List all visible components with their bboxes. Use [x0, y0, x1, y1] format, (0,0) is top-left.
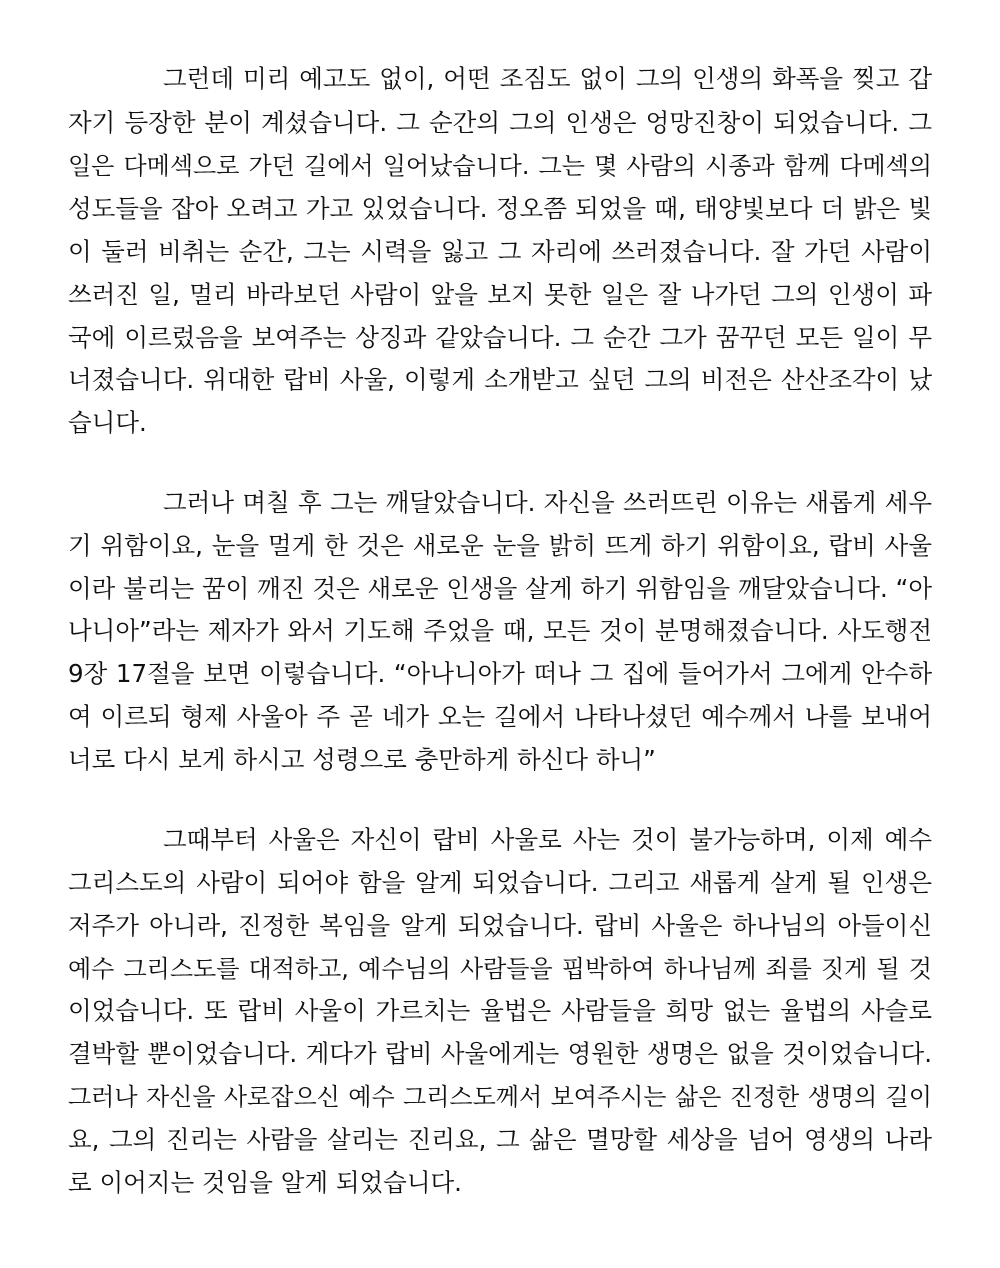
text-line: 요, 그의 진리는 사람을 살리는 진리요, 그 삶은 멸망할 세상을 넘어 영생의 나라 — [68, 1125, 932, 1154]
text-line: 기 위함이요, 눈을 멀게 한 것은 새로운 눈을 밝히 뜨게 하기 위함이요, 랍비 사울 — [68, 531, 932, 560]
text-line: 너졌습니다. 위대한 랍비 사울, 이렇게 소개받고 싶던 그의 비전은 산산조각이 났 — [68, 365, 932, 394]
text-line: 국에 이르렀음을 보여주는 상징과 같았습니다. 그 순간 그가 꿈꾸던 모든 일이 무 — [68, 323, 932, 352]
text-line: 너로 다시 보게 하시고 성령으로 충만하게 하신다 하니” — [68, 745, 656, 774]
text-line: 자기 등장한 분이 계셨습니다. 그 순간의 그의 인생은 엉망진창이 되었습니다. 그 — [68, 108, 932, 137]
text-line: 성도들을 잡아 오려고 가고 있었습니다. 정오쯤 되었을 때, 태양빛보다 더 밝은 빛 — [68, 194, 932, 223]
text-line: 이 둘러 비취는 순간, 그는 시력을 잃고 그 자리에 쓰러졌습니다. 잘 가던 사람이 — [68, 237, 932, 266]
text-line: 이라 불리는 꿈이 깨진 것은 새로운 인생을 살게 하기 위함임을 깨달았습니다. “아 — [68, 574, 932, 603]
text-line: 그리스도의 사람이 되어야 함을 알게 되었습니다. 그리고 새롭게 살게 될 인생은 — [68, 868, 932, 897]
text-line: 예수 그리스도를 대적하고, 예수님의 사람들을 핍박하여 하나님께 죄를 짓게 될 것 — [68, 955, 932, 983]
text-line: 로 이어지는 것임을 알게 되었습니다. — [68, 1168, 462, 1197]
text-line: 그런데 미리 예고도 없이, 어떤 조짐도 없이 그의 인생의 화폭을 찢고 갑 — [163, 64, 932, 93]
text-line: 그때부터 사울은 자신이 랍비 사울로 사는 것이 불가능하며, 이제 예수 — [163, 825, 932, 854]
text-line: 여 이르되 형제 사울아 주 곧 네가 오는 길에서 나타나셨던 예수께서 나를 보내어 — [68, 702, 932, 731]
text-line: 그러나 자신을 사로잡으신 예수 그리스도께서 보여주시는 삶은 진정한 생명의 길이 — [68, 1083, 932, 1111]
text-line: 일은 다메섹으로 가던 길에서 일어났습니다. 그는 몇 사람의 시종과 함께 다메섹의 — [68, 152, 932, 180]
text-line: 이었습니다. 또 랍비 사울이 가르치는 율법은 사람들을 희망 없는 율법의 사슬로 — [68, 996, 932, 1025]
text-line: 저주가 아니라, 진정한 복임을 알게 되었습니다. 랍비 사울은 하나님의 아들이신 — [68, 911, 932, 940]
text-line: 나니아”라는 제자가 와서 기도해 주었을 때, 모든 것이 분명해졌습니다. 사도행전 — [68, 616, 932, 645]
text-line: 9장 17절을 보면 이렇습니다. “아나니아가 떠나 그 집에 들어가서 그에게 안수하 — [68, 659, 932, 688]
text-line: 결박할 뿐이었습니다. 게다가 랍비 사울에게는 영원한 생명은 없을 것이었습니다. — [68, 1039, 932, 1068]
text-line: 그러나 며칠 후 그는 깨달았습니다. 자신을 쓰러뜨린 이유는 새롭게 세우 — [163, 488, 932, 517]
text-line: 습니다. — [68, 408, 147, 437]
text-line: 쓰러진 일, 멀리 바라보던 사람이 앞을 보지 못한 일은 잘 나가던 그의 인생이 파 — [68, 280, 932, 309]
